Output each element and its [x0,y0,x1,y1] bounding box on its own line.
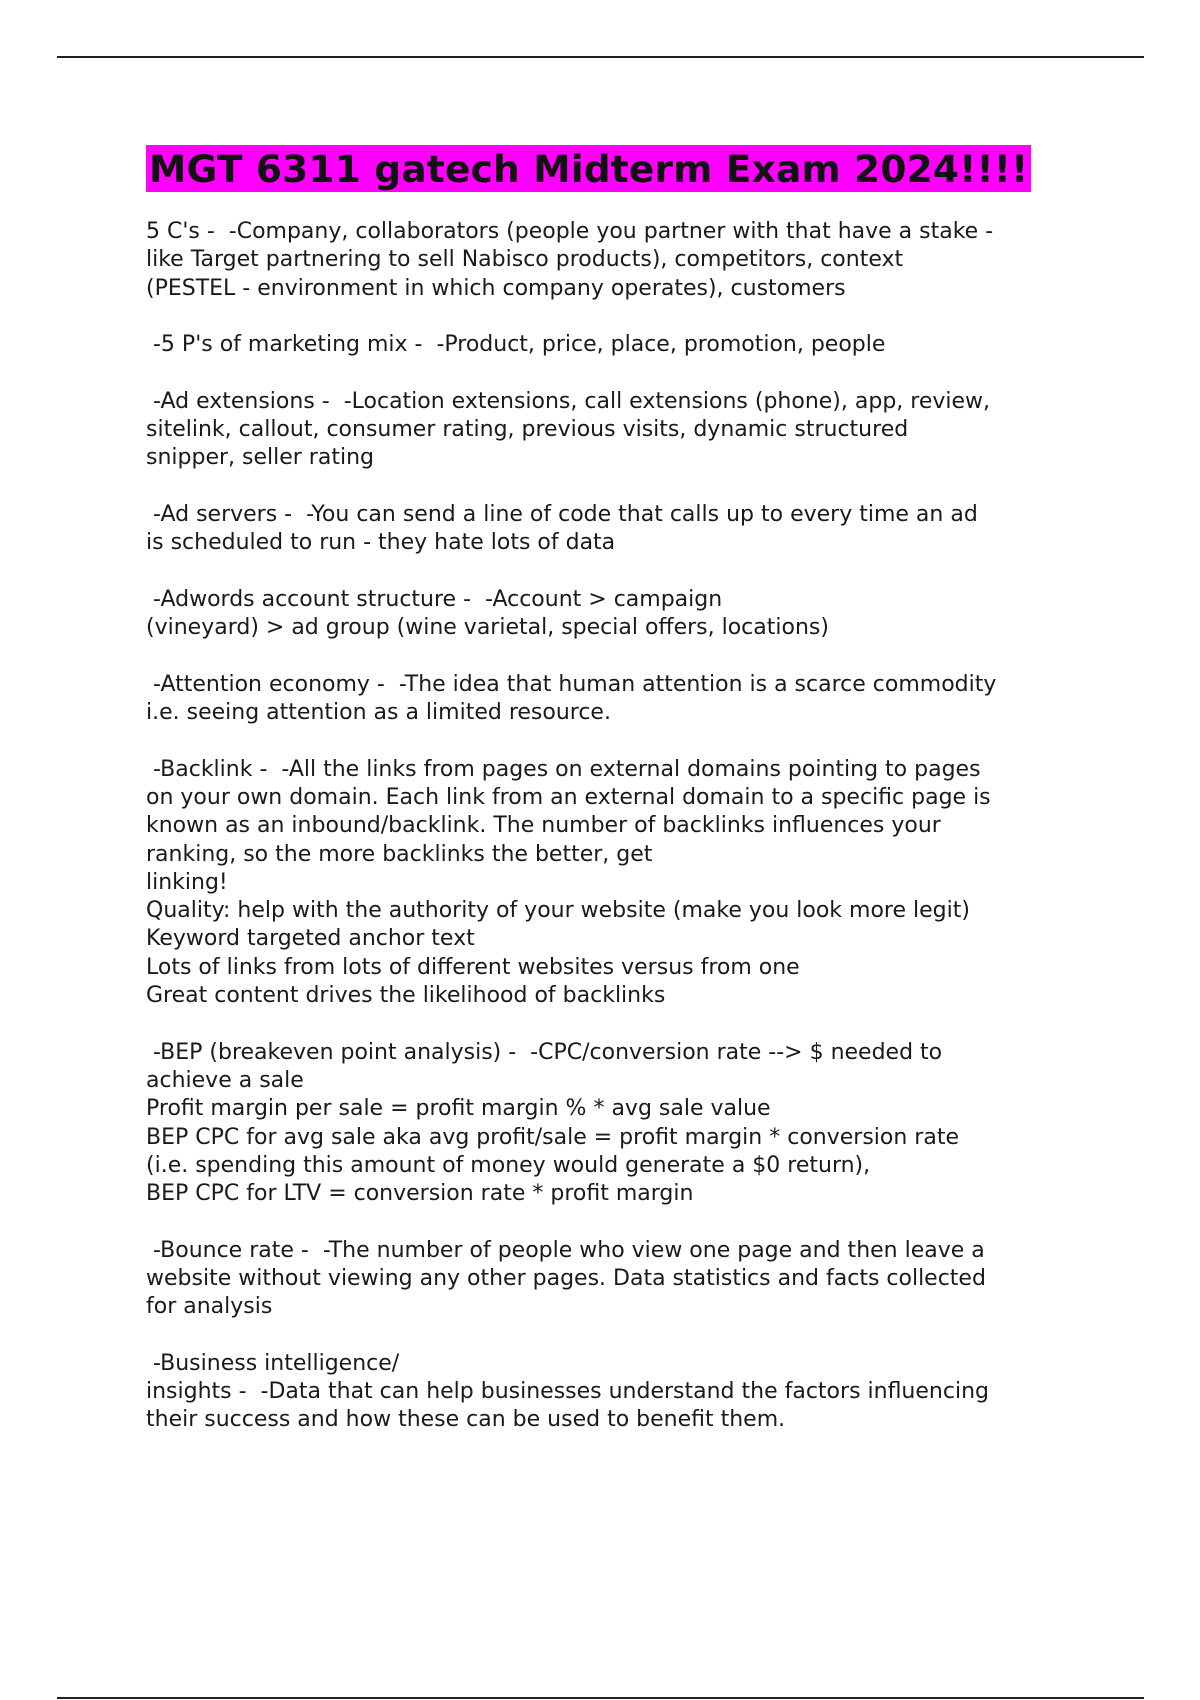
entry-line: -Adwords account structure - -Account > campaign [146,586,723,612]
term-entry [146,756,1096,1011]
term-entry [146,218,1096,303]
term-entry [146,388,1096,473]
term-entry [146,586,1096,643]
bottom-rule [57,1697,1144,1699]
entry-line: their success and how these can be used to benefit them. [146,1407,786,1433]
entry-line: linking! [146,869,228,895]
entry-line: ranking, so the more backlinks the better, get [146,841,653,867]
entry-line: Profit margin per sale = profit margin % * avg sale value [146,1096,771,1122]
entry-line: (PESTEL - environment in which company operates), customers [146,275,846,301]
term-list [146,218,1096,1435]
term-entry [146,1039,1096,1209]
entry-line: known as an inbound/backlink. The number of backlinks influences your [146,813,941,839]
term-entry [146,671,1096,728]
term-entry [146,1237,1096,1322]
document-title: MGT 6311 gatech Midterm Exam 2024!!!! [146,145,1031,192]
entry-line: sitelink, callout, consumer rating, previous visits, dynamic structured [146,417,909,443]
entry-line: 5 C's - -Company, collaborators (people you partner with that have a stake - [146,219,994,244]
entry-line: on your own domain. Each link from an external domain to a specific page is [146,784,991,810]
entry-line: Great content drives the likelihood of backlinks [146,983,666,1009]
entry-line: -Business intelligence/ [146,1350,400,1376]
term-entry [146,331,1096,359]
entry-line: is scheduled to run - they hate lots of data [146,530,616,556]
entry-line: BEP CPC for LTV = conversion rate * profit margin [146,1181,694,1207]
term-entry [146,501,1096,558]
entry-line: -BEP (breakeven point analysis) - -CPC/conversion rate --> $ needed to [146,1039,943,1065]
entry-line: i.e. seeing attention as a limited resource. [146,700,611,726]
entry-line: BEP CPC for avg sale aka avg profit/sale = profit margin * conversion rate [146,1124,959,1150]
top-rule [57,56,1144,58]
entry-line: -Ad extensions - -Location extensions, call extensions (phone), app, review, [146,388,991,414]
entry-line: for analysis [146,1294,273,1320]
entry-line: Keyword targeted anchor text [146,926,475,952]
entry-line: Lots of links from lots of different websites versus from one [146,954,800,980]
entry-line: website without viewing any other pages. Data statistics and facts collected [146,1265,986,1291]
entry-line: insights - -Data that can help businesses understand the factors influencing [146,1379,989,1405]
entry-line: -Attention economy - -The idea that human attention is a scarce commodity [146,671,997,697]
entry-line: achieve a sale [146,1067,304,1093]
entry-line: like Target partnering to sell Nabisco products), competitors, context [146,247,904,273]
term-entry [146,1350,1096,1435]
document-body [146,145,1096,1463]
entry-line: -Backlink - -All the links from pages on external domains pointing to pages [146,756,981,782]
entry-line: Quality: help with the authority of your website (make you look more legit) [146,898,970,924]
entry-line: (i.e. spending this amount of money would generate a $0 return), [146,1152,871,1178]
entry-line: -Bounce rate - -The number of people who view one page and then leave a [146,1237,985,1263]
entry-line: -5 P's of marketing mix - -Product, price, place, promotion, people [146,332,886,358]
entry-line: -Ad servers - -You can send a line of code that calls up to every time an ad [146,501,978,527]
entry-line: snipper, seller rating [146,445,374,471]
entry-line: (vineyard) > ad group (wine varietal, special offers, locations) [146,615,829,641]
